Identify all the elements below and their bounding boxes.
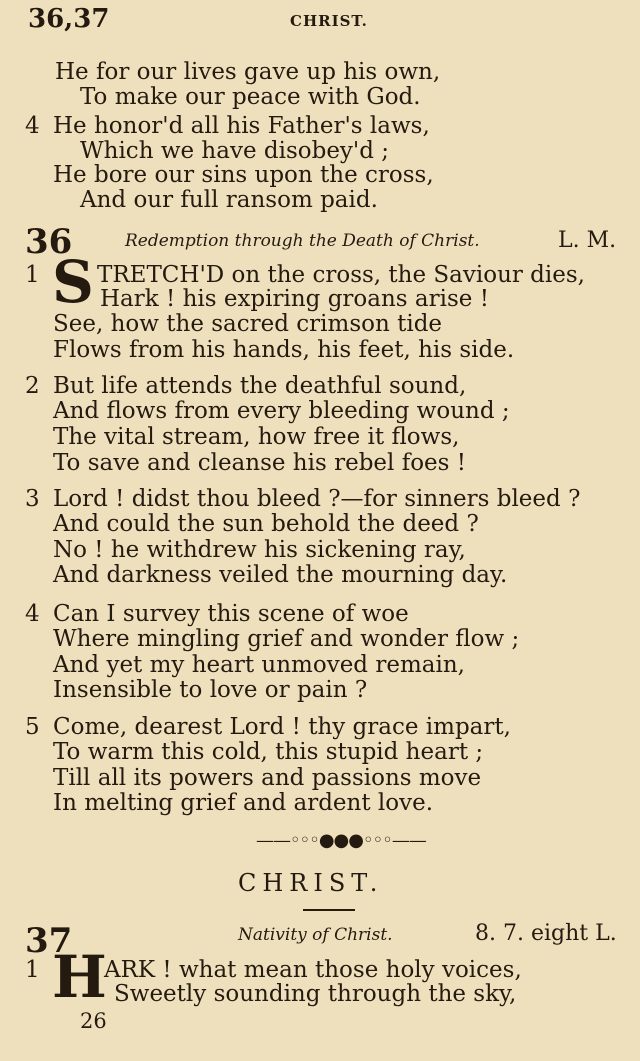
verse-line: Hark ! his expiring groans arise ! [100,286,489,312]
verse-line: Insensible to love or pain ? [53,677,368,703]
verse-number: 1 [25,262,40,288]
verse-line: In melting grief and ardent love. [53,790,434,816]
hymn-number: 37 [25,921,73,961]
verse-number: 2 [25,373,40,399]
verse-line: TRETCH'D on the cross, the Saviour dies, [97,262,585,288]
verse-line: Which we have disobey'd ; [80,138,390,164]
section-rule [303,909,355,911]
verse-line: To make our peace with God. [80,84,421,110]
verse-line: And flows from every bleeding wound ; [53,398,510,424]
verse-line: He honor'd all his Father's laws, [53,113,430,139]
hymn-number: 36 [25,222,73,262]
verse-line: Flows from his hands, his feet, his side. [53,337,515,363]
drop-cap: H [52,943,107,1011]
running-page-numbers: 36,37 [28,4,110,34]
verse-number: 1 [25,957,40,983]
verse-line: The vital stream, how free it flows, [53,424,460,450]
page-number: 26 [80,1009,107,1033]
verse-line: Come, dearest Lord ! thy grace impart, [53,714,511,740]
hymn-title: Redemption through the Death of Christ. [125,231,480,251]
running-title: CHRIST. [290,12,368,30]
verse-number: 4 [25,113,40,139]
verse-line: He bore our sins upon the cross, [53,162,434,188]
drop-cap: S [52,248,94,316]
verse-line: Lord ! didst thou bleed ?—for sinners bleed ? [53,486,581,512]
verse-line: And could the sun behold the deed ? [53,511,479,537]
hymn-meter: L. M. [558,228,617,253]
verse-line: Where mingling grief and wonder flow ; [53,626,520,652]
verse-line: ARK ! what mean those holy voices, [104,957,522,983]
ornament-divider: ——◦◦◦●●●◦◦◦—— [256,830,426,851]
verse-line: No ! he withdrew his sickening ray, [53,537,466,563]
verse-line: But life attends the deathful sound, [53,373,467,399]
verse-line: To warm this cold, this stupid heart ; [53,739,484,765]
verse-line: And darkness veiled the mourning day. [53,562,508,588]
verse-line: He for our lives gave up his own, [55,59,441,85]
verse-line: To save and cleanse his rebel foes ! [53,450,467,476]
verse-number: 5 [25,714,40,740]
verse-line: Till all its powers and passions move [53,765,482,791]
hymn-title: Nativity of Christ. [238,925,393,945]
section-heading: CHRIST. [238,869,384,897]
verse-line: Can I survey this scene of woe [53,601,409,627]
verse-line: And yet my heart unmoved remain, [53,652,465,678]
verse-number: 4 [25,601,40,627]
verse-line: See, how the sacred crimson tide [53,311,443,337]
verse-line: And our full ransom paid. [80,187,378,213]
verse-line: Sweetly sounding through the sky, [114,981,517,1007]
verse-number: 3 [25,486,40,512]
hymn-meter: 8. 7. eight L. [475,921,617,946]
